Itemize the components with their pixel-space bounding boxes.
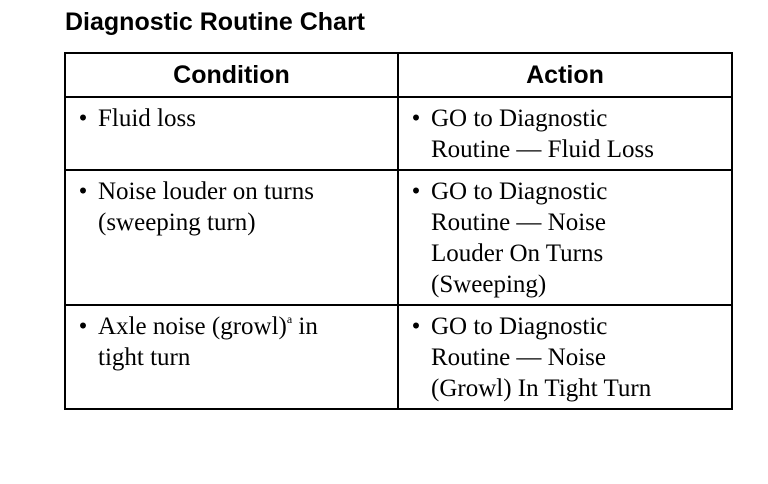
bullet-marker: • bbox=[411, 178, 421, 205]
bullet-marker: • bbox=[411, 105, 421, 132]
action-text-line: GO to Diagnostic bbox=[431, 178, 608, 205]
chart-title: Diagnostic Routine Chart bbox=[65, 8, 366, 36]
action-cell bbox=[398, 170, 732, 305]
action-text-line: GO to Diagnostic bbox=[431, 105, 608, 132]
column-header-action: Action bbox=[398, 53, 732, 97]
action-text-line: (Growl) In Tight Turn bbox=[431, 375, 652, 402]
bullet-marker: • bbox=[411, 313, 421, 340]
action-text-line: (Sweeping) bbox=[431, 271, 547, 298]
action-text-line: Routine — Noise bbox=[431, 344, 606, 371]
table-header-row bbox=[65, 53, 732, 97]
condition-text-segment: in bbox=[292, 313, 318, 340]
column-header-condition: Condition bbox=[65, 53, 398, 97]
condition-text-line bbox=[98, 311, 387, 342]
condition-text-line: Noise louder on turns bbox=[98, 178, 314, 205]
table-row bbox=[65, 97, 732, 170]
action-cell bbox=[398, 305, 732, 409]
bullet-marker: • bbox=[78, 105, 88, 132]
condition-cell bbox=[65, 170, 398, 305]
condition-text-line: tight turn bbox=[98, 344, 191, 371]
table-row bbox=[65, 170, 732, 305]
action-text-line: Routine — Noise bbox=[431, 209, 606, 236]
action-cell bbox=[398, 97, 732, 170]
diagnostic-routine-table bbox=[64, 52, 733, 410]
bullet-marker: • bbox=[78, 313, 88, 340]
condition-text: Fluid loss bbox=[98, 105, 196, 132]
action-text-line: GO to Diagnostic bbox=[431, 313, 608, 340]
condition-text-line: (sweeping turn) bbox=[98, 209, 256, 236]
action-text-line: Louder On Turns bbox=[431, 240, 604, 267]
bullet-marker: • bbox=[78, 178, 88, 205]
condition-text-segment: Axle noise (growl) bbox=[98, 313, 287, 340]
action-text-line: Routine — Fluid Loss bbox=[431, 136, 654, 163]
footnote-marker: a bbox=[286, 311, 293, 326]
table-row bbox=[65, 305, 732, 409]
condition-cell bbox=[65, 97, 398, 170]
condition-cell bbox=[65, 305, 398, 409]
